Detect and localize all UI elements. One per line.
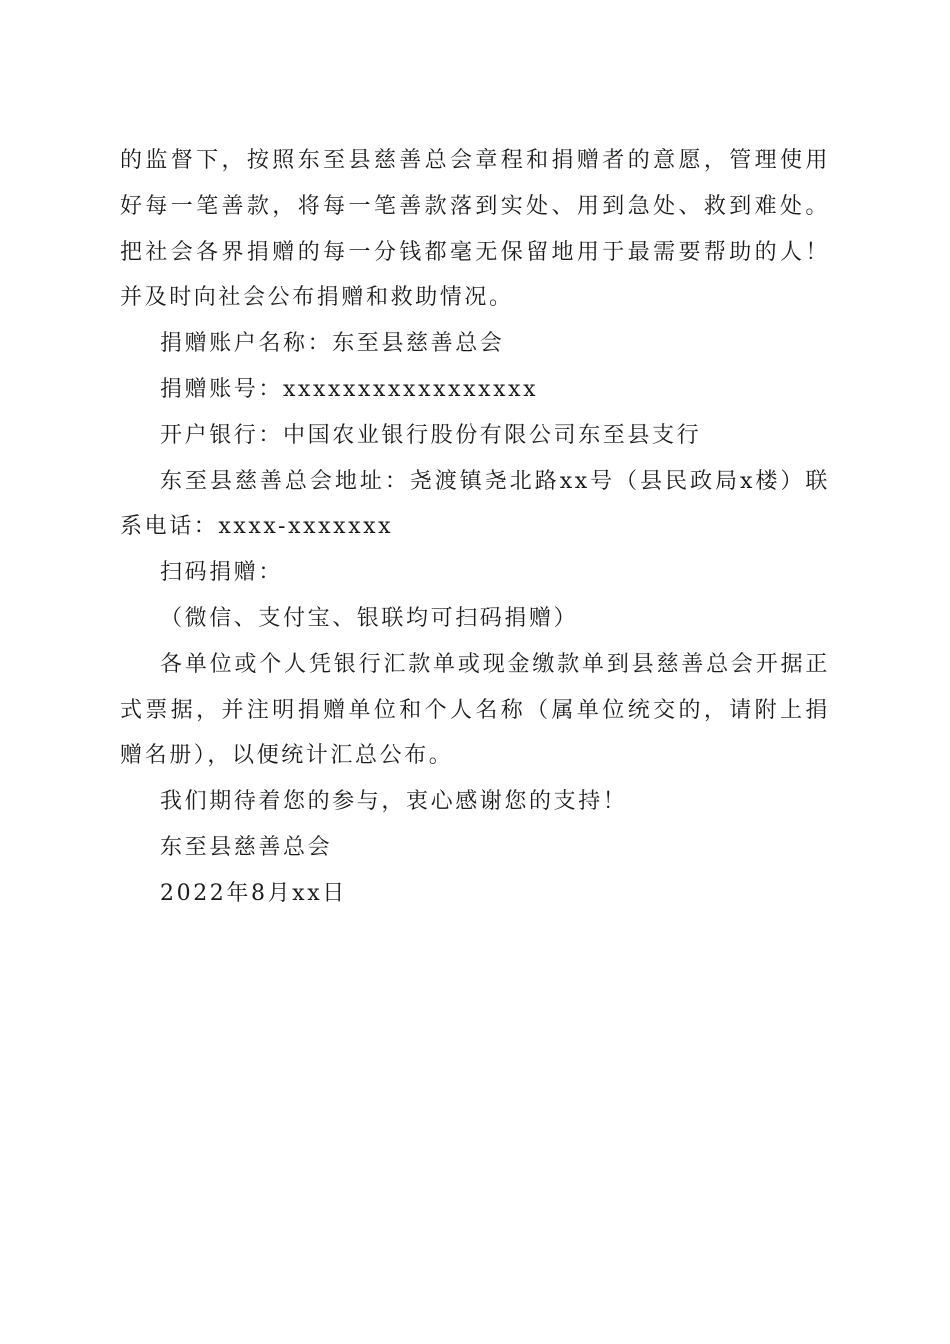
signature-date: 2022年8月xx日 bbox=[160, 880, 347, 906]
paragraph-account-name: 捐赠账户名称：东至县慈善总会 bbox=[160, 331, 505, 357]
paragraph-fund-management: 的监督下，按照东至县慈善总会章程和捐赠者的意愿，管理使用好每一笔善款，将每一笔善款落到实处、用到急处、救到难处。把社会各界捐赠的每一分钱都毫无保留地用于最需要帮助的人！并及时向社会公布捐赠和救助情况。 bbox=[120, 148, 830, 311]
paragraph-scan-donate: 扫码捐赠： bbox=[160, 560, 284, 586]
signature-organization: 东至县慈善总会 bbox=[160, 834, 333, 860]
paragraph-receipt-instructions: 各单位或个人凭银行汇款单或现金缴款单到县慈善总会开据正式票据，并注明捐赠单位和个人名称（属单位统交的，请附上捐赠名册），以便统计汇总公布。 bbox=[120, 651, 830, 769]
paragraph-thanks: 我们期待着您的参与，衷心感谢您的支持！ bbox=[160, 789, 628, 815]
paragraph-payment-methods: （微信、支付宝、银联均可扫码捐赠） bbox=[160, 605, 579, 631]
paragraph-bank: 开户银行：中国农业银行股份有限公司东至县支行 bbox=[160, 422, 702, 448]
paragraph-account-number: 捐赠账号：xxxxxxxxxxxxxxxxx bbox=[160, 376, 539, 402]
document-body bbox=[120, 138, 830, 917]
paragraph-address-phone: 东至县慈善总会地址：尧渡镇尧北路xx号（县民政局x楼）联系电话：xxxx-xxxxxxx bbox=[120, 468, 830, 540]
